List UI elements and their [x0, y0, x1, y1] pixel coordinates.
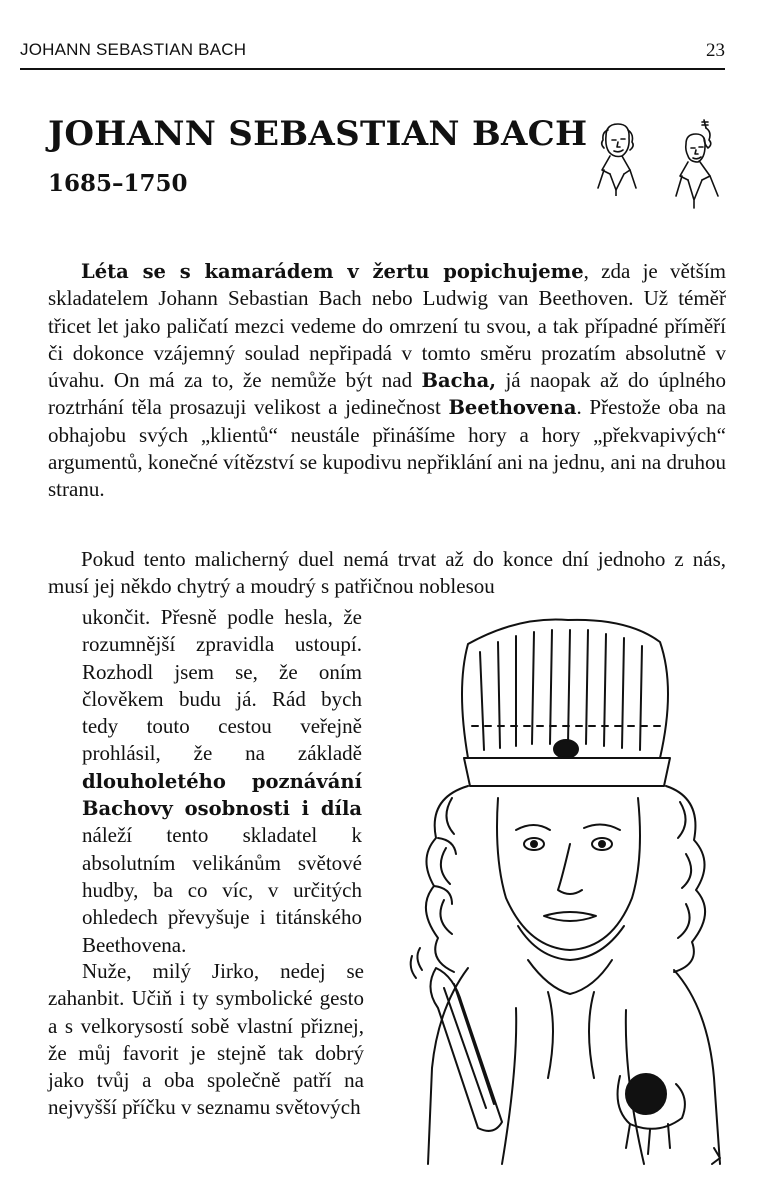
intro-text-b: já naopak až do úplného roztrhání těla prosazuji velikost a jedinečnost	[48, 368, 727, 420]
intro-text-a: , zda je větším skladatelem Johann Sebastian Bach nebo Ludwig van Beethoven. Už téměř třicet let jako paličatí mezci vedeme do omrzení tu svou, a tak případné příměří či dokonce vzájemný soulad nepřipadá v tomto směru prozatím absolutně v úvahu. On má za to, že nemůže být nad	[48, 259, 726, 393]
bold-bach: Bacha,	[421, 369, 497, 393]
intro-text-c: . Přestože oba na obhajobu svých „klientů“ neustále přinášíme hory a hory „překvapivých“ argumentů, konečné vítězství se kupodivu nepřiklání ani na jednu, ani na druhou stranu.	[48, 395, 726, 502]
page-number: 23	[706, 40, 725, 61]
declaration-paragraph	[82, 604, 362, 959]
chapter-years: 1685–1750	[48, 170, 188, 197]
running-header	[20, 40, 725, 66]
intro-paragraph	[48, 258, 726, 504]
bach-caricature-illustration	[398, 608, 738, 1168]
chapter-title: JOHANN SEBASTIAN BACH	[48, 114, 588, 154]
bold-beethoven: Beethovena	[448, 396, 577, 420]
intro-bold-lead: Léta se s kamarádem v žertu popichujeme	[81, 260, 584, 283]
header-rule	[20, 68, 725, 70]
composer-caricature-icon	[592, 118, 642, 196]
declaration-text-b: náleží tento skladatel k absolutním velikánům světové hudby, ba co víc, v určitých ohledech převyšuje i titánského Beethovena.	[82, 823, 362, 957]
composer-with-violin-icon	[672, 118, 722, 210]
running-title: JOHANN SEBASTIAN BACH	[20, 40, 247, 59]
declaration-text-a: ukončit. Přesně podle hesla, že rozumnější zpravidla ustoupí. Rozhodl jsem se, že oním člověkem budu já. Rád bych tedy touto cestou veřejně prohlásil, že na základě	[82, 605, 362, 766]
declaration-bold: dlouholetého poznávání Bachovy osobnosti i díla	[82, 769, 362, 821]
appeal-paragraph: Nuže, milý Jirko, nedej se zahanbit. Učiň i ty symbolické gesto a s velkorysostí sobě vlastní přiznej, že můj favorit je stejně tak dobrý jako tvůj a oba společně patří na nejvyšší příčku v seznamu světových	[48, 959, 364, 1120]
duel-paragraph: Pokud tento malicherný duel nemá trvat až do konce dní jednoho z nás, musí jej někdo chytrý a moudrý s patřičnou noblesou	[48, 547, 726, 599]
